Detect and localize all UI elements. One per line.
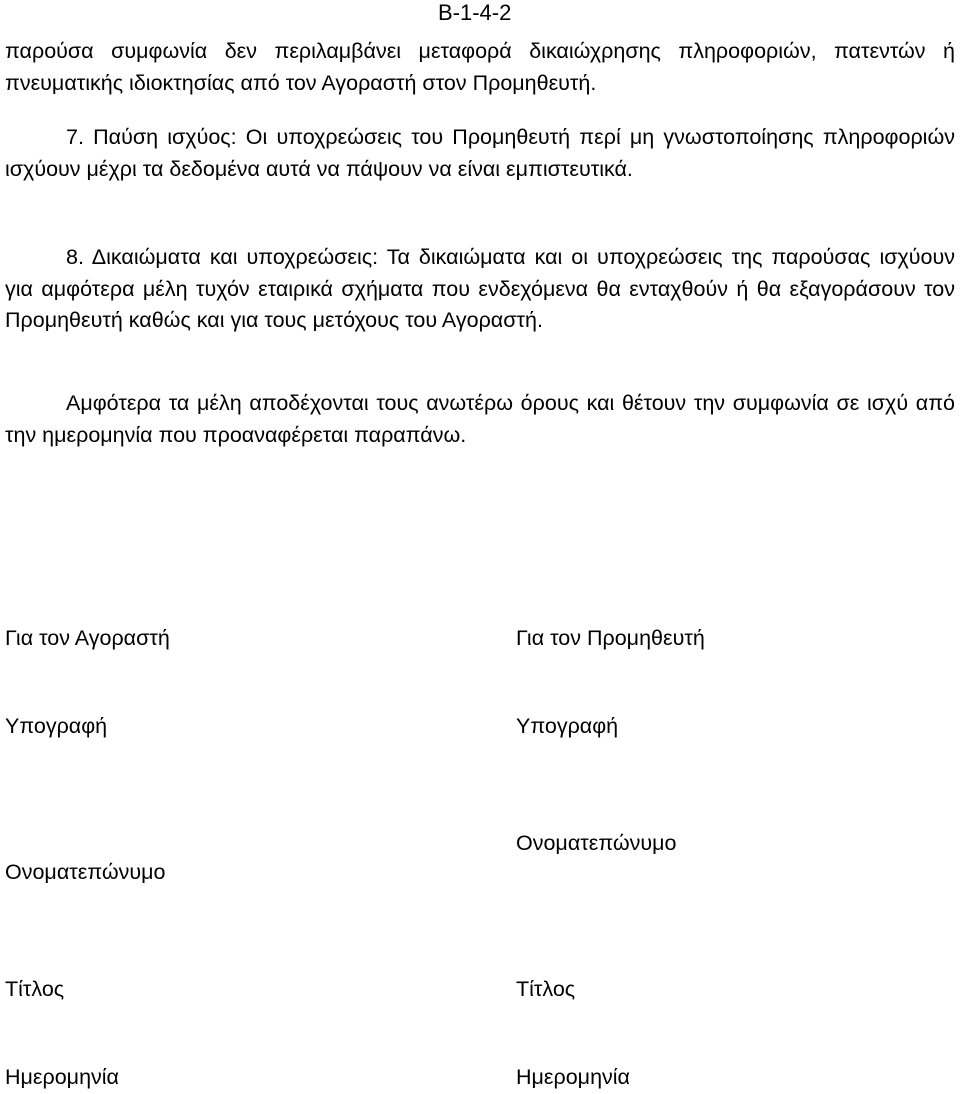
buyer-signature-label: Υπογραφή [5, 714, 108, 738]
supplier-signature-label: Υπογραφή [516, 714, 619, 738]
buyer-date-label: Ημερομηνία [5, 1065, 119, 1089]
clause-8-text: 8. Δικαιώματα και υποχρεώσεις: Τα δικαιώματα και οι υποχρεώσεις της παρούσας ισχύουν για αμφότερα μέλη τυχόν εταιρικά σχήματα που ενδεχόμενα θα ενταχθούν ή θα εξαγοράσουν τον Προμηθευτή καθώς και για τους μετόχους του Αγοραστή. [5, 245, 955, 332]
page-code: B-1-4-2 [438, 0, 512, 25]
buyer-title-label: Τίτλος [5, 977, 65, 1001]
buyer-heading: Για τον Αγοραστή [5, 626, 170, 650]
supplier-heading: Για τον Προμηθευτή [516, 626, 705, 650]
supplier-title-label: Τίτλος [516, 977, 576, 1001]
clause-7-paragraph [5, 122, 955, 185]
agreement-paragraph [5, 388, 955, 451]
agreement-text: Αμφότερα τα μέλη αποδέχονται τους ανωτέρω όρους και θέτουν την συμφωνία σε ισχύ από την ημερομηνία που προαναφέρεται παραπάνω. [5, 391, 955, 447]
clause-7-text: 7. Παύση ισχύος: Οι υποχρεώσεις του Προμηθευτή περί μη γνωστοποίησης πληροφοριών ισχύουν μέχρι τα δεδομένα αυτά να πάψουν να είναι εμπιστευτικά. [5, 125, 955, 181]
clause-8-paragraph [5, 242, 955, 337]
supplier-date-label: Ημερομηνία [516, 1065, 630, 1089]
intro-paragraph: παρούσα συμφωνία δεν περιλαμβάνει μεταφορά δικαιώχρησης πληροφοριών, πατεντών ή πνευματικής ιδιοκτησίας από τον Αγοραστή στον Προμηθευτή. [5, 39, 955, 95]
supplier-name-label: Ονοματεπώνυμο [516, 831, 677, 855]
buyer-name-label: Ονοματεπώνυμο [5, 860, 166, 884]
